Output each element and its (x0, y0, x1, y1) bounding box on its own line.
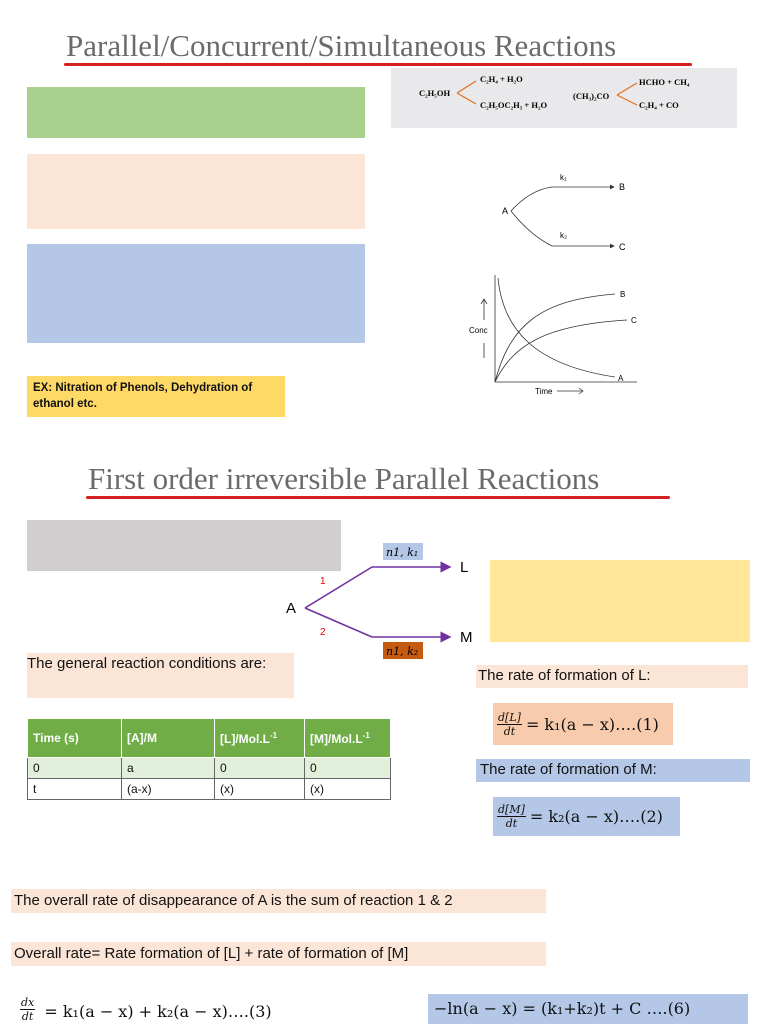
curve-label-b: B (620, 290, 626, 299)
conditions-table (27, 718, 391, 800)
section-title: First order irreversible Parallel Reactions (88, 461, 600, 496)
overall-rate-statement: The overall rate of disappearance of A is the sum of reaction 1 & 2 (11, 889, 546, 913)
arrow-to-m (305, 608, 450, 637)
equation-6: −ln(a − x) = (k₁+k₂)t + C ….(6) (428, 994, 748, 1024)
page-title: Parallel/Concurrent/Simultaneous Reactions (66, 28, 617, 63)
branch-arrow (457, 81, 476, 93)
overall-rate-definition: Overall rate= Rate formation of [L] + rate of formation of [M] (11, 942, 546, 966)
path-number-1: 1 (320, 576, 326, 587)
table-row (28, 779, 391, 800)
curve-a (498, 278, 615, 377)
eq3-fraction: $\frac{dx}{dt}$ (21, 996, 35, 1023)
eq1-rhs: = k₁(a − x)….(1) (525, 714, 659, 734)
concentration-time-graph (465, 270, 645, 400)
product-formaldehyde: HCHO + CH₄ (639, 77, 690, 87)
rate-constant-k1: k₁ (560, 173, 567, 182)
main-product-l: L (460, 559, 469, 576)
table-header: [A]/M (122, 719, 215, 758)
equation-3 (20, 996, 340, 1024)
graph-x-label: Time (535, 387, 553, 396)
branch-arrow (617, 95, 637, 105)
scheme-reactant-a: A (502, 206, 509, 216)
scheme-product-b: B (619, 182, 626, 192)
title-underline (64, 63, 692, 66)
section-title-underline (86, 496, 670, 499)
path-number-2: 2 (320, 627, 326, 638)
conditions-table-wrapper (27, 718, 391, 800)
rate-formation-m-label: The rate of formation of M: (476, 759, 750, 782)
path-label-k1: n1, k₁ (386, 546, 419, 559)
peach-placeholder-block (27, 154, 365, 229)
table-cell: 0 (28, 758, 122, 779)
scheme-a-b-c (490, 165, 640, 255)
curve-c (495, 320, 627, 382)
branch-arrow (457, 93, 476, 104)
main-reactant-a: A (286, 600, 297, 617)
table-cell: t (28, 779, 122, 800)
yellow-placeholder-block (490, 560, 750, 642)
product-ethylene: C₂H₄ + H₂O (480, 74, 523, 84)
arrow-to-b (511, 187, 614, 211)
reaction-examples-strip (391, 68, 737, 128)
graph-y-label: Conc (469, 326, 488, 335)
green-placeholder-block (27, 87, 365, 138)
table-header: $[L]/Mol.L^{-1}$ (215, 719, 305, 758)
rate-formation-l-label: The rate of formation of L: (476, 665, 748, 688)
curve-label-a: A (618, 374, 624, 383)
product-ether: C₂H₅OC₂H₅ + H₂O (480, 100, 548, 110)
table-cell: a (122, 758, 215, 779)
table-header: $[M]/Mol.L^{-1}$ (305, 719, 391, 758)
example-note: EX: Nitration of Phenols, Dehydration of ethanol etc. (27, 376, 285, 417)
table-row (28, 758, 391, 779)
eq1-fraction: $\frac{d[L]}{dt}$ (498, 710, 521, 738)
blue-placeholder-block (27, 244, 365, 343)
eq2-fraction: $\frac{d[M]}{dt}$ (498, 803, 525, 830)
reactant-ethanol: C₂H₅OH (419, 88, 451, 98)
table-cell: (x) (305, 779, 391, 800)
table-cell: (x) (215, 779, 305, 800)
path-label-k2: n1, k₂ (386, 645, 419, 658)
branch-arrow (617, 83, 637, 95)
table-header-row (28, 719, 391, 758)
equation-1 (493, 703, 673, 745)
curve-label-c: C (631, 316, 637, 325)
product-ethylene-co: C₂H₄ + CO (639, 100, 679, 110)
table-header: Time (s) (28, 719, 122, 758)
arrow-to-c (511, 211, 614, 246)
rate-constant-k2: k₂ (560, 231, 568, 240)
scheme-a-l-m (280, 540, 480, 660)
eq2-rhs: = k₂(a − x)….(2) (529, 807, 663, 826)
main-product-m: M (460, 629, 473, 646)
scheme-product-c: C (619, 242, 626, 252)
table-cell: 0 (215, 758, 305, 779)
curve-b (495, 294, 615, 382)
table-cell: 0 (305, 758, 391, 779)
equation-2 (493, 797, 680, 836)
eq3-rhs: = k₁(a − x) + k₂(a − x)….(3) (44, 1002, 272, 1021)
conditions-label: The general reaction conditions are: (27, 653, 294, 698)
arrow-to-l (305, 567, 450, 608)
table-cell: (a-x) (122, 779, 215, 800)
reactant-acetone: (CH₃)₂CO (573, 91, 610, 101)
reaction-examples-svg (391, 68, 737, 128)
